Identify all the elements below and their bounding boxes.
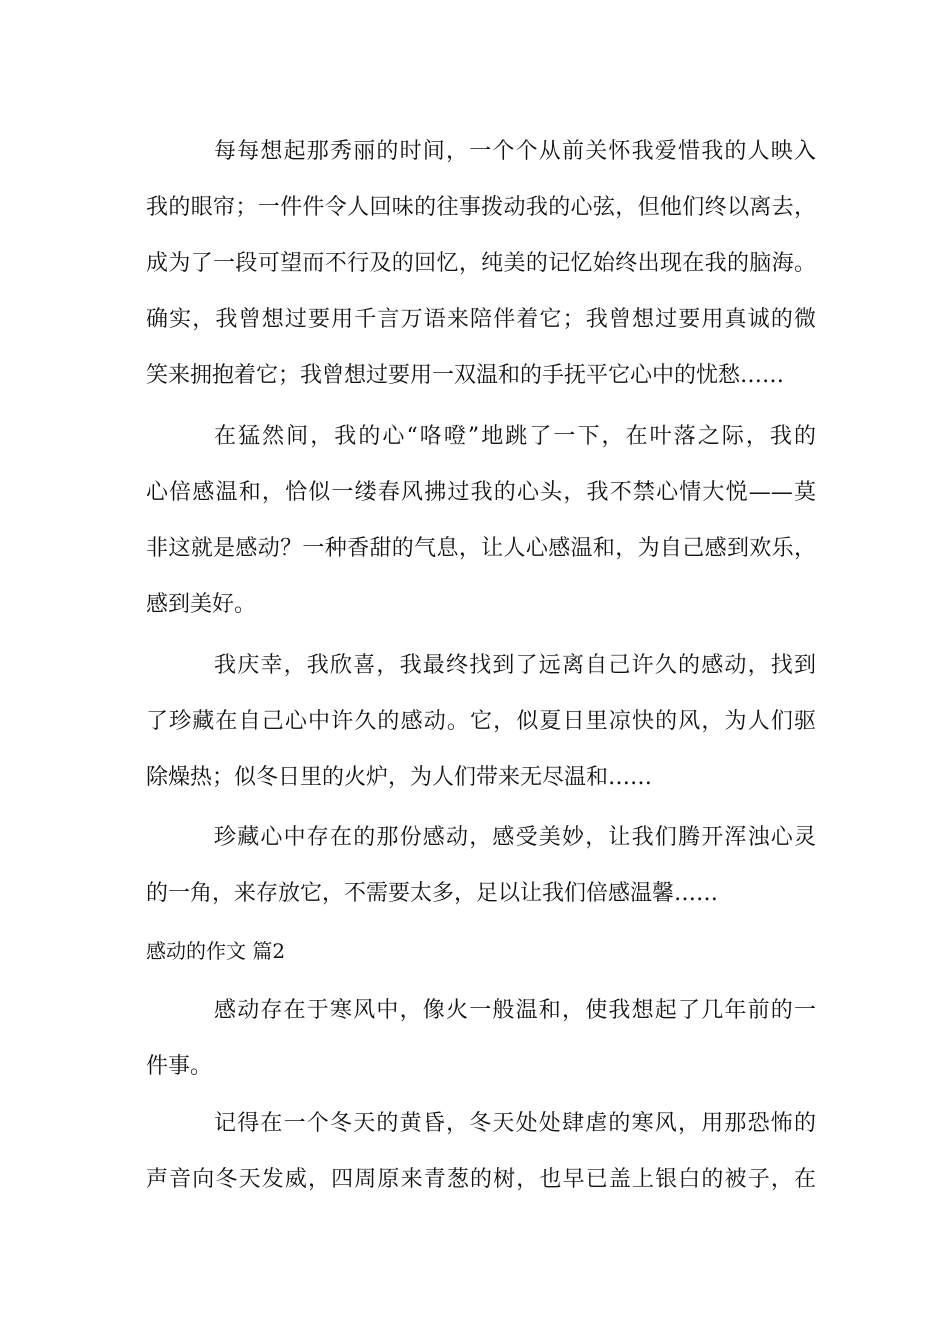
paragraph-5-line-2: 件事。 bbox=[146, 1054, 213, 1079]
paragraph-6-line-2: 声音向冬天发威，四周原来青葱的树，也早已盖上银白的被子，在 bbox=[146, 1167, 816, 1192]
paragraph-4-line-1: 珍藏心中存在的那份感动，感受美妙，让我们腾开浑浊心灵 bbox=[214, 825, 816, 850]
paragraph-3-line-3: 除燥热；似冬日里的火炉，为人们带来无尽温和…… bbox=[146, 765, 653, 790]
paragraph-2-line-3: 非这就是感动？一种香甜的气息，让人心感温和，为自己感到欢乐， bbox=[146, 536, 816, 561]
section-heading: 感动的作文 篇2 bbox=[146, 939, 286, 963]
paragraph-3-line-2: 了珍藏在自己心中许久的感动。它，似夏日里凉快的风，为人们驱 bbox=[146, 709, 816, 734]
paragraph-1-line-4: 确实，我曾想过要用千言万语来陪伴着它；我曾想过要用真诚的微 bbox=[146, 307, 816, 332]
paragraph-2-line-1: 在猛然间，我的心“咯噔”地跳了一下，在叶落之际，我的 bbox=[214, 424, 816, 449]
paragraph-1-line-5: 笑来拥抱着它；我曾想过要用一双温和的手抚平它心中的忧愁…… bbox=[146, 363, 785, 388]
paragraph-1-line-1: 每每想起那秀丽的时间，一个个从前关怀我爱惜我的人映入 bbox=[214, 139, 816, 164]
paragraph-2-line-2: 心倍感温和，恰似一缕春风拂过我的心头，我不禁心情大悦——莫 bbox=[146, 480, 816, 505]
paragraph-2-line-4: 感到美好。 bbox=[146, 592, 257, 617]
paragraph-4-line-2: 的一角，来存放它，不需要太多，足以让我们倍感温馨…… bbox=[146, 881, 719, 906]
paragraph-1-line-2: 我的眼帘；一件件令人回味的往事拨动我的心弦，但他们终以离去， bbox=[146, 195, 816, 220]
paragraph-5-line-1: 感动存在于寒风中，像火一般温和，使我想起了几年前的一 bbox=[214, 998, 816, 1023]
paragraph-1-line-3: 成为了一段可望而不行及的回忆，纯美的记忆始终出现在我的脑海。 bbox=[146, 251, 816, 276]
paragraph-6-line-1: 记得在一个冬天的黄昏，冬天处处肆虐的寒风，用那恐怖的 bbox=[214, 1111, 816, 1136]
paragraph-3-line-1: 我庆幸，我欣喜，我最终找到了远离自己许久的感动，找到 bbox=[214, 653, 816, 678]
